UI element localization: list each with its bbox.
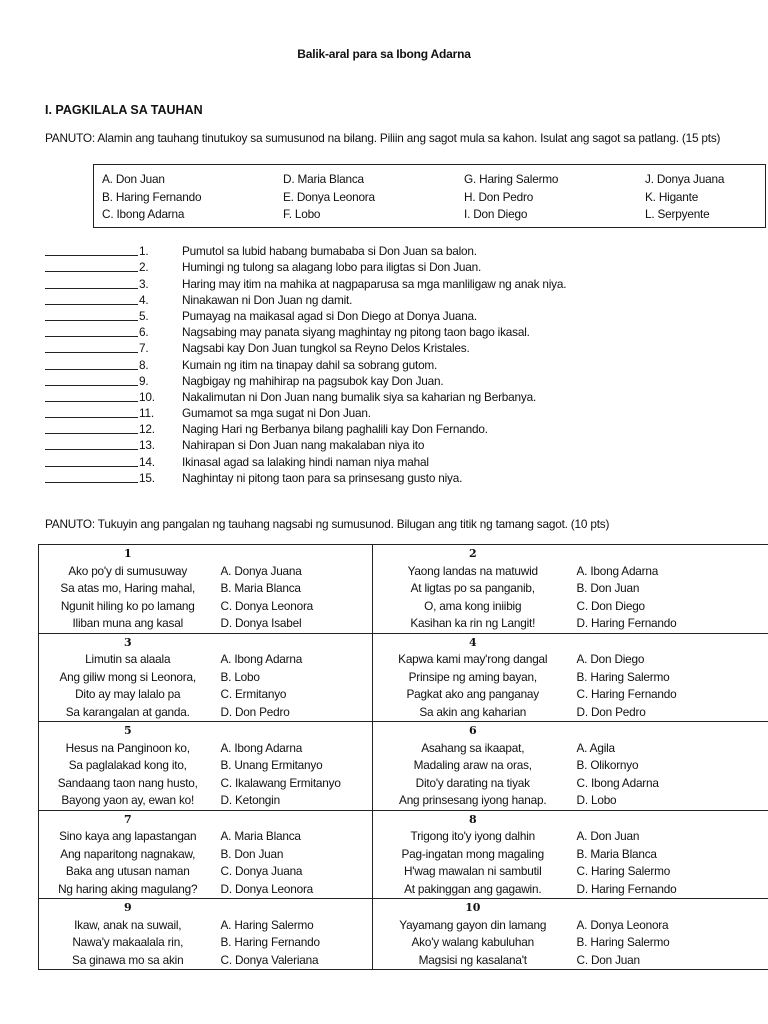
verse-line: Hesus na Panginoon ko, xyxy=(39,740,217,758)
instructions-part-2: PANUTO: Tukuyin ang pangalan ng tauhang nagsabi ng sumusunod. Bilugan ang titik ng tamang sagot. (10 pts) xyxy=(45,517,610,531)
answer-blank[interactable] xyxy=(45,390,138,402)
answer-option: B. Maria Blanca xyxy=(573,846,768,864)
question-row xyxy=(45,388,745,404)
question-text: Nagsabi kay Don Juan tungkol sa Reyno Delos Kristales. xyxy=(182,341,470,356)
verse-line: Dito'y darating na tiyak xyxy=(373,775,573,793)
document-title: Balik-aral para sa Ibong Adarna xyxy=(297,47,471,61)
verse-line: Iliban muna ang kasal xyxy=(39,615,217,633)
verse-line: Sa akin ang kaharian xyxy=(373,704,573,722)
verse-line: Limutin sa alaala xyxy=(39,651,217,669)
answer-blank[interactable] xyxy=(45,277,138,289)
question-number: 2. xyxy=(139,260,149,275)
quote-line-row xyxy=(39,686,768,704)
verse-line: Pag-ingatan mong magaling xyxy=(373,846,573,864)
question-row xyxy=(45,404,745,420)
question-row xyxy=(45,339,745,355)
question-number-row xyxy=(39,633,768,651)
question-row xyxy=(45,372,745,388)
quote-line-row xyxy=(39,598,768,616)
verse-line: Yayamang gayon din lamang xyxy=(373,917,573,935)
answer-option: B. Don Juan xyxy=(573,580,768,598)
answer-option: C. Haring Salermo xyxy=(573,863,768,881)
quote-line-row xyxy=(39,952,768,970)
question-row xyxy=(45,291,745,307)
question-number-row xyxy=(39,545,768,563)
question-list xyxy=(45,242,745,485)
quote-line-row xyxy=(39,917,768,935)
answer-option: C. Donya Juana xyxy=(220,864,303,878)
question-number-row xyxy=(39,899,768,917)
question-number-row xyxy=(39,722,768,740)
question-row xyxy=(45,452,745,468)
question-number: 15. xyxy=(139,470,155,485)
answer-option: C. Don Diego xyxy=(573,598,768,616)
verse-line: Ako po'y di sumusuway xyxy=(39,563,217,581)
verse-line: Bayong yaon ay, ewan ko! xyxy=(39,792,217,810)
quote-number: 8 xyxy=(373,810,573,828)
question-row xyxy=(45,274,745,290)
question-text: Nakalimutan ni Don Juan nang bumalik siya sa kaharian ng Berbanya. xyxy=(182,389,537,404)
answer-option: C. Ibong Adarna xyxy=(573,775,768,793)
quote-number: 5 xyxy=(39,722,217,740)
answer-option: C. Don Juan xyxy=(573,952,768,970)
answer-blank[interactable] xyxy=(45,341,138,353)
quote-number: 3 xyxy=(39,633,217,651)
quote-number: 6 xyxy=(373,722,573,740)
verse-line: Ng haring aking magulang? xyxy=(39,881,217,899)
empty-cell xyxy=(573,810,768,828)
answer-option: D. Haring Fernando xyxy=(573,615,768,633)
quote-line-row xyxy=(39,704,768,722)
verse-line: Sa atas mo, Haring mahal, xyxy=(39,580,217,598)
answer-blank[interactable] xyxy=(45,471,138,483)
question-number: 7. xyxy=(139,341,149,356)
verse-line: Magsisi ng kasalana't xyxy=(373,952,573,970)
verse-line: Ikaw, anak na suwail, xyxy=(39,917,217,935)
verse-line: Ako'y walang kabuluhan xyxy=(373,934,573,952)
answer-option: A. Ibong Adarna xyxy=(220,652,303,666)
verse-line: Pagkat ako ang panganay xyxy=(373,686,573,704)
choice-item: D. Maria Blanca xyxy=(283,172,364,186)
quote-answer-table xyxy=(38,544,768,970)
question-number: 5. xyxy=(139,308,149,323)
answer-option: D. Ketongin xyxy=(220,793,280,807)
quote-line-row xyxy=(39,828,768,846)
quote-line-row xyxy=(39,757,768,775)
instructions-part-1: PANUTO: Alamin ang tauhang tinutukoy sa sumusunod na bilang. Piliin ang sagot mula sa kahon. Isulat ang sagot sa patlang. (15 pts) xyxy=(45,131,721,145)
verse-line: Trigong ito'y iyong dalhin xyxy=(373,828,573,846)
answer-blank[interactable] xyxy=(45,406,138,418)
choice-item: J. Donya Juana xyxy=(645,172,725,186)
verse-line: Kasihan ka rin ng Langit! xyxy=(373,615,573,633)
question-row xyxy=(45,469,745,485)
question-text: Naging Hari ng Berbanya bilang paghalili kay Don Fernando. xyxy=(182,422,488,437)
quote-line-row xyxy=(39,863,768,881)
question-row xyxy=(45,307,745,323)
answer-blank[interactable] xyxy=(45,438,138,450)
answer-option: C. Donya Leonora xyxy=(220,598,314,613)
answer-option: D. Don Pedro xyxy=(573,704,768,722)
answer-option: A. Ibong Adarna xyxy=(573,563,768,581)
verse-line: Sandaang taon nang husto, xyxy=(39,775,217,793)
answer-option: B. Unang Ermitanyo xyxy=(220,758,323,772)
answer-blank[interactable] xyxy=(45,358,138,370)
question-number: 6. xyxy=(139,325,149,340)
answer-option: D. Don Pedro xyxy=(220,704,290,719)
quote-number: 2 xyxy=(373,545,573,563)
verse-line: Ang giliw mong si Leonora, xyxy=(39,669,217,687)
empty-cell xyxy=(573,633,768,651)
question-number: 8. xyxy=(139,357,149,372)
question-text: Nahirapan si Don Juan nang makalaban niya ito xyxy=(182,438,425,453)
verse-line: Ang naparitong nagnakaw, xyxy=(39,846,217,864)
quote-line-row xyxy=(39,775,768,793)
question-row xyxy=(45,436,745,452)
verse-line: O, ama kong iniibig xyxy=(373,598,573,616)
choice-item: K. Higante xyxy=(645,189,699,204)
quote-line-row xyxy=(39,563,768,581)
answer-option: D. Lobo xyxy=(573,792,768,810)
question-number: 10. xyxy=(139,389,155,404)
verse-line: Sa ginawa mo sa akin xyxy=(39,952,217,970)
question-number: 11. xyxy=(139,406,154,421)
answer-option: A. Agila xyxy=(573,740,768,758)
answer-option: B. Haring Salermo xyxy=(573,934,768,952)
answer-option: A. Don Diego xyxy=(573,651,768,669)
quote-line-row xyxy=(39,846,768,864)
quote-line-row xyxy=(39,669,768,687)
empty-cell xyxy=(217,899,373,917)
verse-line: Ang prinsesang iyong hanap. xyxy=(373,792,573,810)
answer-blank[interactable] xyxy=(45,422,138,434)
question-number: 12. xyxy=(139,422,155,437)
choice-item: F. Lobo xyxy=(283,207,321,221)
answer-option: B. Maria Blanca xyxy=(220,581,301,595)
quote-line-row xyxy=(39,792,768,810)
answer-option: C. Ermitanyo xyxy=(220,687,287,701)
question-number: 1. xyxy=(139,244,149,259)
answer-blank[interactable] xyxy=(45,293,138,305)
verse-line: Sa karangalan at ganda. xyxy=(39,704,217,722)
empty-cell xyxy=(573,899,768,917)
verse-line: Madaling araw na oras, xyxy=(373,757,573,775)
verse-line: Ngunit hiling ko po lamang xyxy=(39,598,217,616)
verse-line: Yaong landas na matuwid xyxy=(373,563,573,581)
question-text: Kumain ng itim na tinapay dahil sa sobrang gutom. xyxy=(182,357,438,372)
choice-item: E. Donya Leonora xyxy=(283,189,375,204)
question-text: Pumutol sa lubid habang bumababa si Don Juan sa balon. xyxy=(182,244,477,259)
empty-cell xyxy=(573,545,768,563)
empty-cell xyxy=(217,545,373,563)
question-row xyxy=(45,420,745,436)
verse-line: Kapwa kami may'rong dangal xyxy=(373,651,573,669)
answer-option: B. Haring Fernando xyxy=(220,935,320,949)
answer-option: A. Donya Juana xyxy=(220,563,302,578)
answer-option: A. Maria Blanca xyxy=(220,829,301,843)
verse-line: Asahang sa ikaapat, xyxy=(373,740,573,758)
answer-option: A. Donya Leonora xyxy=(573,917,768,935)
question-text: Ninakawan ni Don Juan ng damit. xyxy=(182,292,353,307)
question-text: Gumamot sa mga sugat ni Don Juan. xyxy=(182,406,371,421)
quote-line-row xyxy=(39,615,768,633)
quote-line-row xyxy=(39,740,768,758)
answer-option: C. Haring Fernando xyxy=(573,686,768,704)
question-number: 3. xyxy=(139,276,149,291)
answer-blank[interactable] xyxy=(45,244,138,256)
quote-number: 10 xyxy=(373,899,573,917)
question-text: Pumayag na maikasal agad si Don Diego at Donya Juana. xyxy=(182,308,477,323)
quote-number: 9 xyxy=(39,899,217,917)
answer-blank[interactable] xyxy=(45,325,138,337)
choice-item: A. Don Juan xyxy=(102,172,165,186)
answer-option: B. Haring Salermo xyxy=(573,669,768,687)
quote-line-row xyxy=(39,934,768,952)
quote-line-row xyxy=(39,580,768,598)
answer-option: D. Donya Isabel xyxy=(220,616,302,630)
answer-option: B. Don Juan xyxy=(220,846,284,861)
answer-option: C. Donya Valeriana xyxy=(217,952,373,970)
question-row xyxy=(45,242,745,258)
answer-option: C. Ikalawang Ermitanyo xyxy=(220,775,341,790)
verse-line: Sa paglalakad kong ito, xyxy=(39,757,217,775)
question-number: 9. xyxy=(139,373,149,388)
quote-line-row xyxy=(39,651,768,669)
section-title: I. PAGKILALA SA TAUHAN xyxy=(45,103,203,117)
question-text: Naghintay ni pitong taon para sa prinsesang gusto niya. xyxy=(182,470,463,485)
verse-line: Sino kaya ang lapastangan xyxy=(39,828,217,846)
quote-number: 1 xyxy=(39,545,217,563)
answer-option: A. Don Juan xyxy=(573,828,768,846)
question-number: 4. xyxy=(139,292,149,307)
choice-item: I. Don Diego xyxy=(464,207,528,221)
empty-cell xyxy=(573,722,768,740)
empty-cell xyxy=(217,722,373,740)
choice-item: L. Serpyente xyxy=(645,207,710,221)
verse-line: Baka ang utusan naman xyxy=(39,863,217,881)
choices-grid xyxy=(102,172,765,225)
answer-blank[interactable] xyxy=(45,374,138,386)
answer-option: D. Donya Leonora xyxy=(220,881,314,896)
question-text: Ikinasal agad sa lalaking hindi naman niya mahal xyxy=(182,454,429,469)
question-row xyxy=(45,258,745,274)
empty-cell xyxy=(217,810,373,828)
verse-line: Nawa'y makaalala rin, xyxy=(39,934,217,952)
choice-item: H. Don Pedro xyxy=(464,189,534,204)
question-row xyxy=(45,355,745,371)
choice-item: C. Ibong Adarna xyxy=(102,207,185,221)
answer-blank[interactable] xyxy=(45,260,138,272)
quote-number: 7 xyxy=(39,810,217,828)
answer-option: B. Lobo xyxy=(220,669,260,684)
verse-line: Prinsipe ng aming bayan, xyxy=(373,669,573,687)
question-number: 13. xyxy=(139,438,155,453)
choice-item: G. Haring Salermo xyxy=(464,172,559,186)
empty-cell xyxy=(217,633,373,651)
choices-box xyxy=(93,164,766,228)
answer-blank[interactable] xyxy=(45,455,138,467)
quote-line-row xyxy=(39,881,768,899)
question-text: Humingi ng tulong sa alagang lobo para iligtas si Don Juan. xyxy=(182,260,482,275)
question-text: Haring may itim na mahika at nagpaparusa sa mga manliligaw ng anak niya. xyxy=(182,276,567,291)
answer-option: D. Haring Fernando xyxy=(573,881,768,899)
choice-item: B. Haring Fernando xyxy=(102,189,202,204)
answer-option: A. Haring Salermo xyxy=(220,917,314,932)
verse-line: At ligtas po sa panganib, xyxy=(373,580,573,598)
answer-option: B. Olikornyo xyxy=(573,757,768,775)
verse-line: At pakinggan ang gagawin. xyxy=(373,881,573,899)
verse-line: Dito ay may lalalo pa xyxy=(39,686,217,704)
question-text: Nagsabing may panata siyang maghintay ng pitong taon bago ikasal. xyxy=(182,325,530,340)
answer-blank[interactable] xyxy=(45,309,138,321)
answer-option: A. Ibong Adarna xyxy=(220,740,303,755)
question-row xyxy=(45,323,745,339)
verse-line: H'wag mawalan ni sambutil xyxy=(373,863,573,881)
question-text: Nagbigay ng mahihirap na pagsubok kay Don Juan. xyxy=(182,373,444,388)
question-number: 14. xyxy=(139,454,155,469)
quote-number: 4 xyxy=(373,633,573,651)
question-number-row xyxy=(39,810,768,828)
